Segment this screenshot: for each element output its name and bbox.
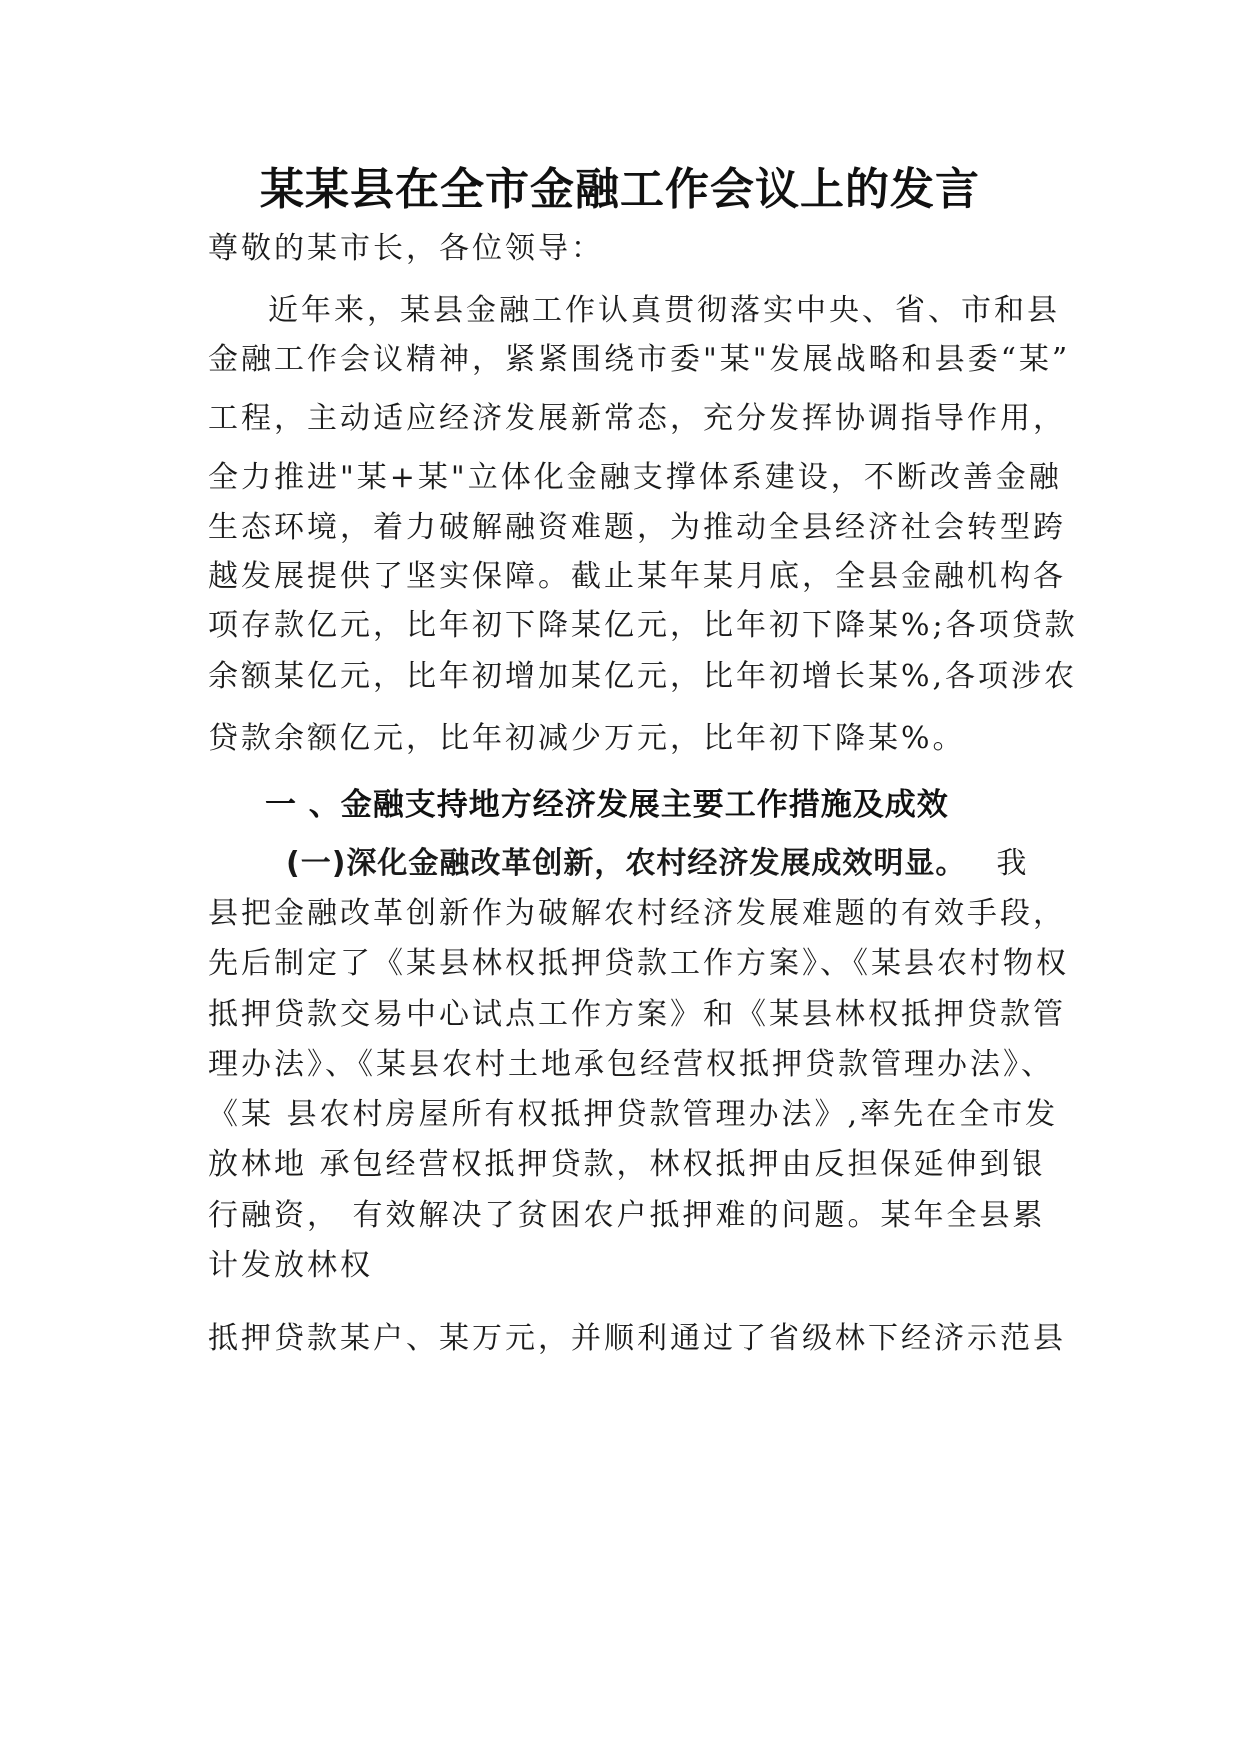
- intro-line: 余额某亿元，比年初增加某亿元，比年初增长某%,各项涉农: [208, 659, 1078, 694]
- intro-line: 近年来，某县金融工作认真贯彻落实中央、省、市和县: [268, 293, 1060, 328]
- document-title: 某某县在全市金融工作会议上的发言: [260, 164, 980, 215]
- body-line: 理办法》、《某县农村土地承包经营权抵押贷款管理办法》、: [208, 1047, 1054, 1082]
- salutation: 尊敬的某市长，各位领导：: [208, 231, 604, 266]
- body-line: 《某 县农村房屋所有权抵押贷款管理办法》,率先在全市发: [208, 1097, 1059, 1132]
- section-heading: 一 、金融支持地方经济发展主要工作措施及成效: [265, 787, 949, 823]
- body-line: 抵押贷款交易中心试点工作方案》和《某县林权抵押贷款管: [208, 997, 1066, 1032]
- intro-line: 贷款余额亿元，比年初减少万元，比年初下降某%。: [208, 721, 966, 756]
- subsection-heading: (一)深化金融改革创新，农村经济发展成效明显。: [286, 846, 967, 881]
- body-line: 放林地 承包经营权抵押贷款，林权抵押由反担保延伸到银: [208, 1147, 1046, 1182]
- subsection-first-line: [286, 844, 1029, 884]
- body-line: 行融资， 有效解决了贫困农户抵押难的问题。某年全县累: [208, 1198, 1046, 1233]
- subsection-first-word: 我: [996, 846, 1030, 881]
- body-line: 计发放林权: [208, 1248, 373, 1283]
- intro-line: 全力推进"某+某"立体化金融支撑体系建设，不断改善金融: [208, 460, 1062, 495]
- body-line: 先后制定了《某县林权抵押贷款工作方案》、《某县农村物权: [208, 946, 1069, 981]
- intro-line: 工程，主动适应经济发展新常态，充分发挥协调指导作用，: [208, 401, 1066, 436]
- intro-line: 金融工作会议精神，紧紧围绕市委"某"发展战略和县委“某”: [208, 342, 1071, 377]
- intro-line: 生态环境，着力破解融资难题，为推动全县经济社会转型跨: [208, 510, 1066, 545]
- intro-line: 项存款亿元，比年初下降某亿元，比年初下降某%;各项贷款: [208, 608, 1078, 643]
- body-line: 抵押贷款某户、某万元，并顺利通过了省级林下经济示范县: [208, 1321, 1066, 1356]
- intro-line: 越发展提供了坚实保障。截止某年某月底，全县金融机构各: [208, 559, 1066, 594]
- body-line: 县把金融改革创新作为破解农村经济发展难题的有效手段，: [208, 896, 1066, 931]
